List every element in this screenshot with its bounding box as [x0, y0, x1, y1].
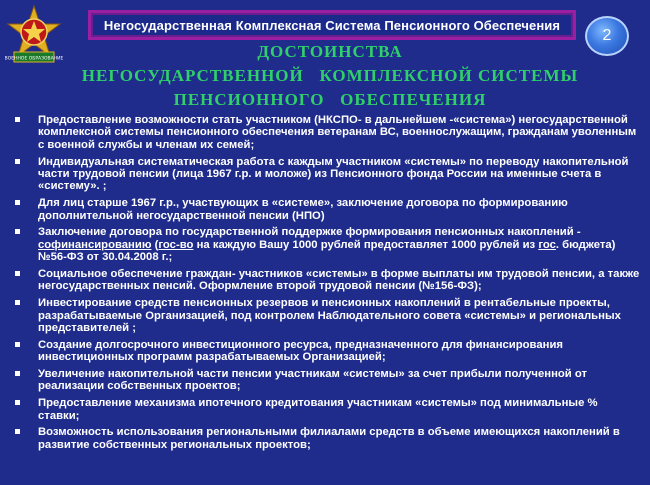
benefits-list [0, 114, 650, 456]
list-item-text: Инвестирование средств пенсионных резервов и пенсионных накоплений в рентабельные проекты, разрабатываемые Организацией, под контролем Наблюдательного совета «системы» и региональных представителей ; [38, 297, 621, 335]
bullet-square-icon [15, 342, 20, 347]
list-item [0, 114, 650, 151]
list-item [0, 197, 650, 222]
list-item [0, 426, 650, 451]
slide-title-line-1: ДОСТОИНСТВА [257, 42, 403, 61]
list-item [0, 339, 650, 364]
bullet-square-icon [15, 400, 20, 405]
list-item-text: Заключение договора по государственной поддержке формирования пенсионных накоплений - софинансированию (гос-во на каждую Вашу 1000 рублей предоставляет 1000 рублей из гос. бюджета) №56-ФЗ от 30.04.2008 г.; [38, 226, 616, 264]
list-item-text: Увеличение накопительной части пенсии участникам «системы» за счет прибыли полученной от реализации собственных проектов; [38, 368, 588, 393]
slide-title-line-3: ПЕНСИОННОГО ОБЕСПЕЧЕНИЯ [173, 90, 487, 109]
bullet-square-icon [15, 229, 20, 234]
bullet-square-icon [15, 429, 20, 434]
list-item-text: Предоставление механизма ипотечного кредитования участникам «системы» под минимальные % ставки; [38, 397, 598, 422]
bullet-square-icon [15, 371, 20, 376]
bullet-square-icon [15, 300, 20, 305]
list-item [0, 268, 650, 293]
bullet-square-icon [15, 271, 20, 276]
emblem-graphic [4, 4, 64, 66]
page-number-badge [585, 16, 629, 56]
list-item-text: Возможность использования региональными филиалами средств в объеме имеющихся накоплений в развитие собственных региональных проектов; [38, 426, 620, 451]
slide-title-line-2: НЕГОСУДАРСТВЕННОЙ КОМПЛЕКСНОЙ СИСТЕМЫ [81, 66, 579, 85]
list-item-text: Предоставление возможности стать участником (НКСПО- в дальнейшем -«система») негосударственной комплексной системы пенсионного обеспечения ветеранам ВС, военнослужащим, гражданам уволенным с военной службы и членам их семей; [38, 114, 637, 151]
list-item [0, 226, 650, 263]
slide-title [70, 40, 590, 112]
list-item-text: Создание долгосрочного инвестиционного ресурса, предназначенного для финансирования инвестиционных программ разрабатываемых Организацией; [38, 338, 563, 364]
header-banner [88, 10, 576, 40]
header-title: Негосударственная Комплексная Система Пенсионного Обеспечения [103, 17, 561, 33]
bullet-square-icon [15, 117, 20, 122]
emblem-logo [4, 4, 64, 66]
list-item [0, 368, 650, 393]
page-number: 2 [602, 27, 612, 44]
list-item [0, 156, 650, 193]
list-item [0, 397, 650, 422]
list-item-text: Для лиц старше 1967 г.р., участвующих в «системе», заключение договора по формированию дополнительной негосударственной пенсии (НПО) [38, 197, 568, 222]
list-item-text: Индивидуальная систематическая работа с каждым участником «системы» по переводу накопительной части трудовой пенсии (лица 1967 г.р. и моложе) из Пенсионного фонда России на именные счета в «систему». ; [38, 155, 629, 193]
list-item-text: Социальное обеспечение граждан- участников «системы» в форме выплаты им трудовой пенсии, а также негосударственных пенсий. Оформление второй трудовой пенсии (№156-ФЗ); [38, 268, 640, 293]
list-item [0, 297, 650, 334]
svg-text:ВОЕННОЕ ОБРАЗОВАНИЕ: ВОЕННОЕ ОБРАЗОВАНИЕ [4, 56, 64, 62]
bullet-square-icon [15, 159, 20, 164]
bullet-square-icon [15, 200, 20, 205]
